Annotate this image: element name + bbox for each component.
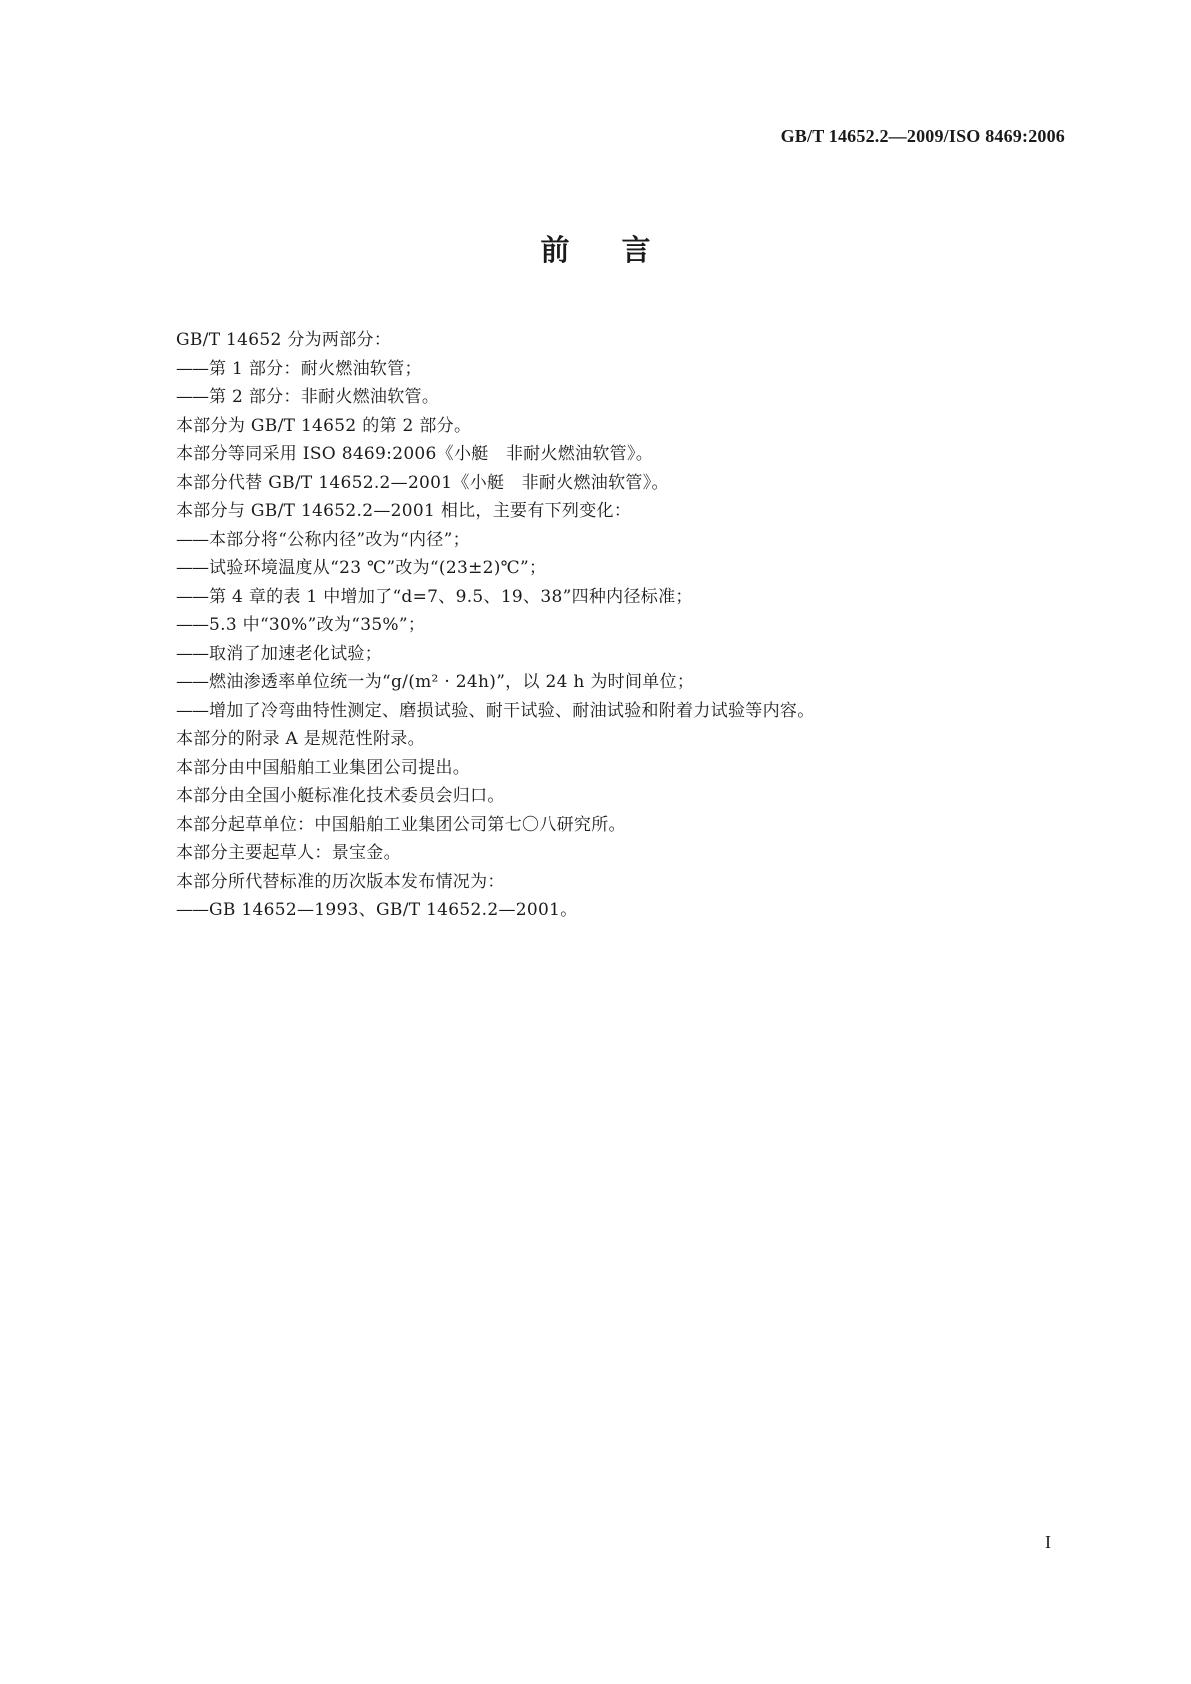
foreword-line: —— 本部分将“公称内径”改为“内径”； [176, 526, 1056, 555]
foreword-line: 本部分由中国船舶工业集团公司提出。 [176, 757, 471, 778]
foreword-line: 本部分由全国小艇标准化技术委员会归口。 [176, 786, 505, 806]
page-number: I [1045, 1532, 1051, 1552]
foreword-line: 本部分为 GB/T 14652 的第 2 部分。 [176, 415, 472, 436]
foreword-line: 本部分起草单位：中国船舶工业集团公司第七〇八研究所。 [176, 814, 626, 835]
foreword-line: —— 5.3 中“30%”改为“35%”； [176, 611, 1056, 640]
foreword-line: —— 第 2 部分：非耐火燃油软管。 [176, 383, 1056, 412]
foreword-body [176, 326, 1056, 925]
foreword-line: 本部分等同采用 ISO 8469:2006《小艇 非耐火燃油软管》。 [176, 444, 654, 464]
foreword-line: 本部分代替 GB/T 14652.2—2001《小艇 非耐火燃油软管》。 [176, 472, 669, 493]
page-title: 前言 [540, 233, 703, 267]
foreword-line: 本部分与 GB/T 14652.2—2001 相比，主要有下列变化： [176, 501, 632, 521]
foreword-line: 本部分主要起草人：景宝金。 [176, 843, 401, 863]
foreword-line: —— 试验环境温度从“23 ℃”改为“(23±2)℃”； [176, 554, 1056, 583]
foreword-line: GB/T 14652 分为两部分： [176, 330, 392, 350]
foreword-line: —— 增加了冷弯曲特性测定、磨损试验、耐干试验、耐油试验和附着力试验等内容。 [176, 697, 1056, 726]
foreword-line: —— 第 1 部分：耐火燃油软管； [176, 355, 1056, 384]
foreword-line: 本部分的附录 A 是规范性附录。 [176, 729, 425, 749]
foreword-line: —— 燃油渗透率单位统一为“g/(m² · 24h)”，以 24 h 为时间单位； [176, 668, 1056, 697]
foreword-line: —— GB 14652—1993、GB/T 14652.2—2001。 [176, 896, 1056, 925]
standard-code-header: GB/T 14652.2—2009/ISO 8469:2006 [780, 126, 1065, 146]
foreword-line: 本部分所代替标准的历次版本发布情况为： [176, 871, 505, 892]
foreword-line: —— 取消了加速老化试验； [176, 640, 1056, 669]
foreword-line: —— 第 4 章的表 1 中增加了“d=7、9.5、19、38”四种内径标准； [176, 583, 1056, 612]
